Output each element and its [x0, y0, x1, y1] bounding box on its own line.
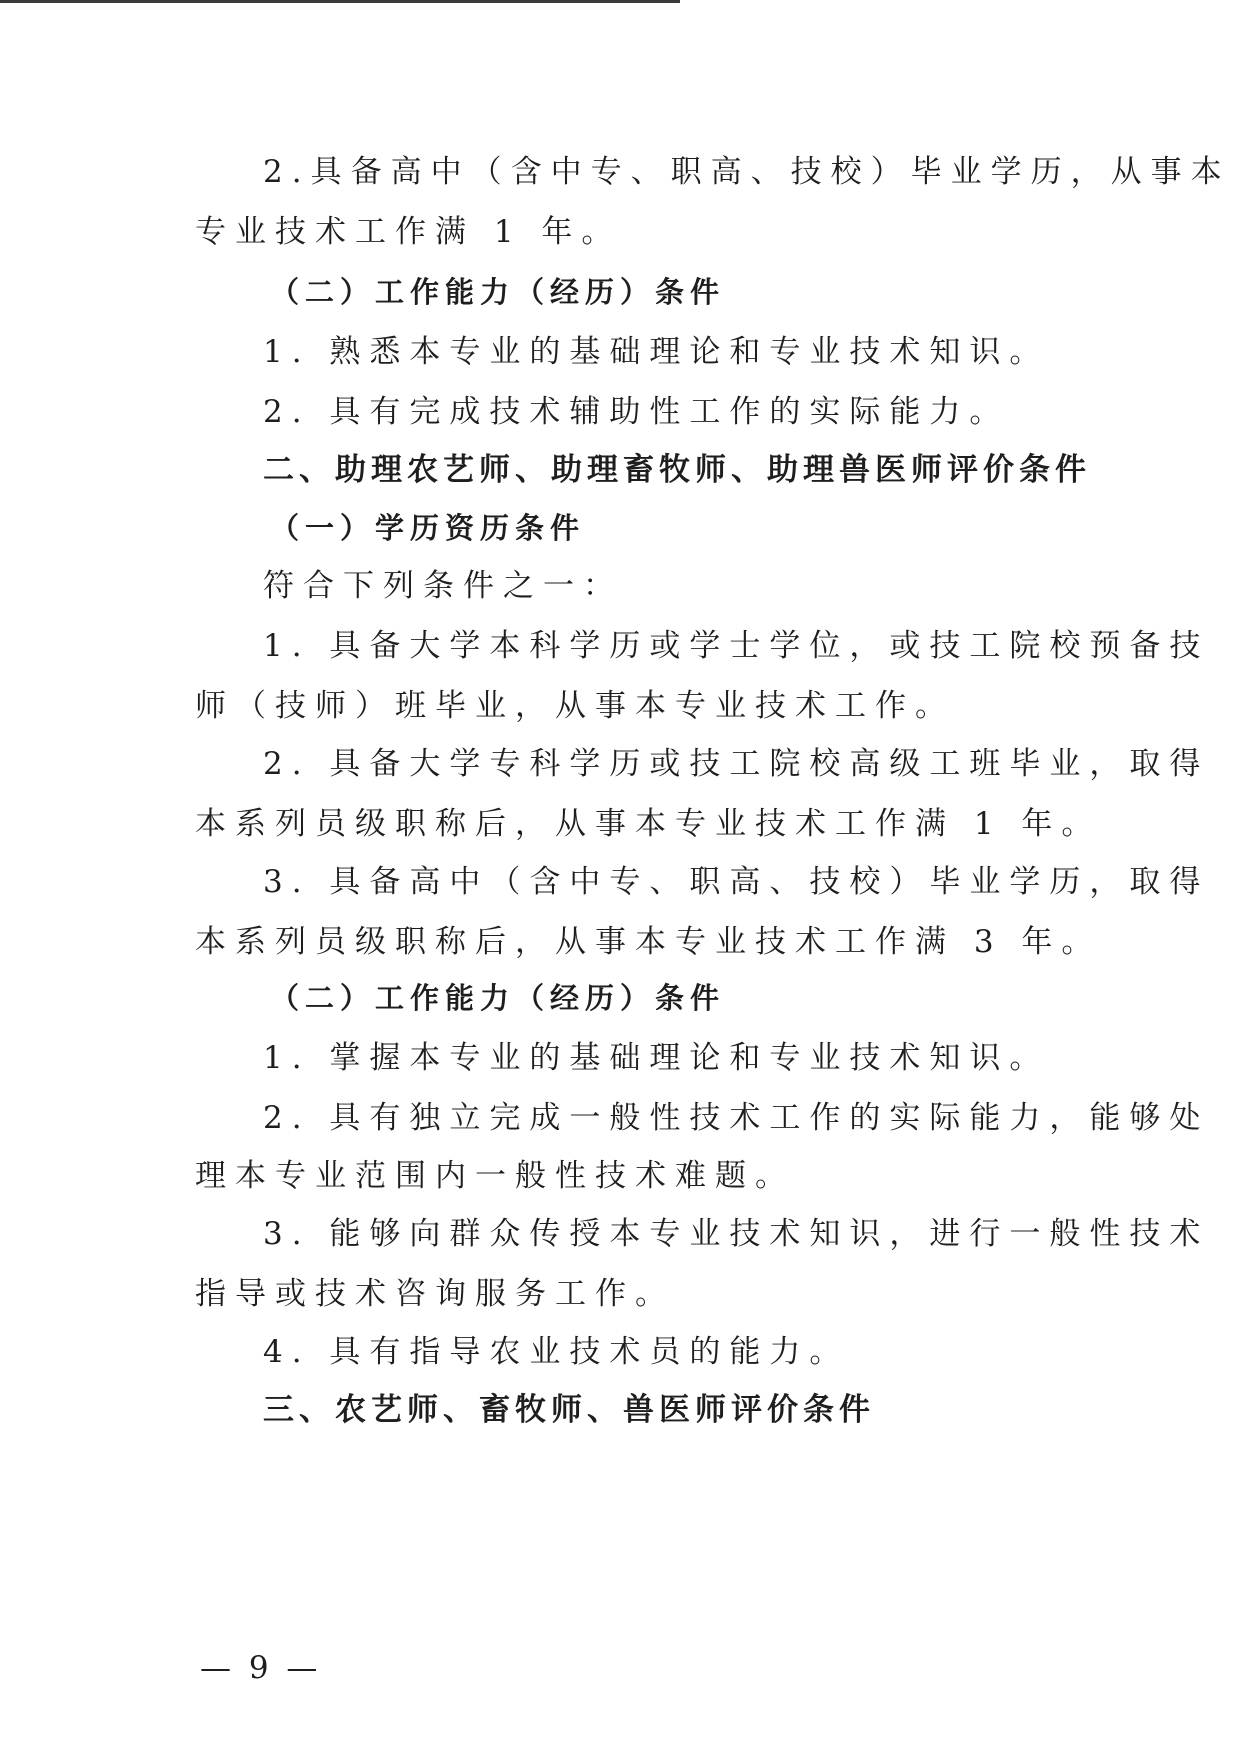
paragraph-line: 符合下列条件之一：: [263, 568, 623, 604]
paragraph-line: 2. 具有完成技术辅助性工作的实际能力。: [263, 394, 1010, 430]
section-subheading: （一）学历资历条件: [270, 511, 586, 545]
paragraph-line: 专业技术工作满 1 年。: [195, 214, 622, 250]
section-subheading: （二）工作能力（经历）条件: [270, 275, 726, 309]
paragraph-line: 4. 具有指导农业技术员的能力。: [263, 1334, 850, 1370]
paragraph-line: 师（技师）班毕业，从事本专业技术工作。: [195, 688, 955, 724]
paragraph-line: 本系列员级职称后，从事本专业技术工作满 3 年。: [195, 924, 1102, 960]
paragraph-line: 理本专业范围内一般性技术难题。: [195, 1158, 795, 1194]
paragraph-line: 1. 掌握本专业的基础理论和专业技术知识。: [263, 1040, 1050, 1076]
section-subheading: （二）工作能力（经历）条件: [270, 981, 726, 1015]
paragraph-line: 1. 熟悉本专业的基础理论和专业技术知识。: [263, 334, 1050, 370]
paragraph-line: 3. 能够向群众传授本专业技术知识，进行一般性技术: [263, 1216, 1210, 1252]
paragraph-line: 2. 具备大学专科学历或技工院校高级工班毕业，取得: [263, 746, 1210, 782]
section-heading: 二、助理农艺师、助理畜牧师、助理兽医师评价条件: [263, 452, 1091, 488]
section-heading: 三、农艺师、畜牧师、兽医师评价条件: [263, 1392, 875, 1428]
paragraph-line: 2.具备高中（含中专、职高、技校）毕业学历，从事本: [263, 154, 1231, 190]
paragraph-line: 2. 具有独立完成一般性技术工作的实际能力，能够处: [263, 1100, 1210, 1136]
paragraph-line: 本系列员级职称后，从事本专业技术工作满 1 年。: [195, 806, 1102, 842]
page-number: — 9 —: [200, 1650, 322, 1686]
paragraph-line: 指导或技术咨询服务工作。: [195, 1276, 675, 1312]
paragraph-line: 1. 具备大学本科学历或学士学位，或技工院校预备技: [263, 628, 1210, 664]
paragraph-line: 3. 具备高中（含中专、职高、技校）毕业学历，取得: [263, 864, 1210, 900]
